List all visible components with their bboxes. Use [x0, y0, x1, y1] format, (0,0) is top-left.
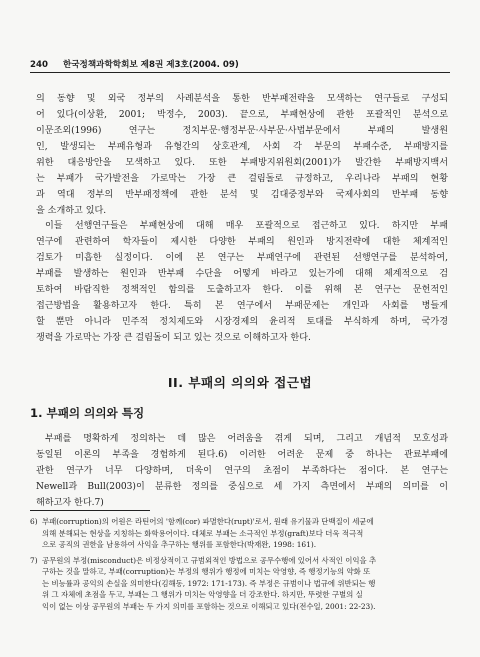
text-line: 검토가 미흡한 실정이다. 이에 본 연구는 부패연구에 관련된 선행연구를 분석하여, — [36, 253, 448, 263]
body-paragraph — [36, 431, 448, 511]
footnote-line: 의해 분해되는 현상을 지칭하는 화학용어이다. 대체로 부패는 소극적인 부정(graft)보다 더욱 적극적 — [42, 528, 364, 538]
text-line: 쟁력을 가로막는 가장 큰 걸림돌이 되고 있는 것으로 이해하고자 한다. — [36, 333, 311, 343]
section-title: II. 부패의 의의와 접근법 — [167, 375, 313, 390]
text-line: 인, 발생되는 부패유형과 유형간의 상호관계, 사회 각 부문의 부패수준, 부패방지를 — [36, 142, 448, 152]
footnote — [30, 516, 450, 551]
page-number: 240 — [30, 60, 48, 70]
text-line: 의 동향 및 외국 정부의 사례분석을 통한 반부패전략을 모색하는 연구들로 구성되 — [36, 94, 448, 104]
body-paragraph — [36, 218, 448, 346]
text-line: 토하여 바람직한 정책적인 함의를 도출하고자 한다. 이를 위해 본 연구는 문헌적인 — [36, 285, 448, 295]
text-line: 부패를 발생하는 원인과 반부패 수단을 어떻게 바라고 있는가에 대해 체계적으로 검 — [36, 269, 448, 279]
footnote-number: 7) — [30, 555, 38, 565]
text-line: 이문조외(1996) 연구는 정치부문·행정부문·사부문·사법부문에서 부패의 발생원 — [36, 126, 448, 136]
footnote-line: 구하는 것을 말하고, 부패(corruption)는 부정의 행위가 행정에 미치는 악영향, 즉 행정기능의 약화 또 — [42, 567, 371, 576]
text-line: 할 뿐만 아니라 민주적 정치제도와 시장경제의 윤리적 토대를 부식하게 하며, 국가경 — [36, 317, 448, 327]
text-line: Newell과 Bull(2003)이 분류한 정의를 중심으로 세 가지 측면에서 부패의 의미를 이 — [36, 482, 448, 492]
body-paragraph — [36, 91, 448, 219]
text-line: 이들 선행연구들은 부패현상에 대해 매우 포괄적으로 접근하고 있다. 하지만 부패 — [45, 221, 448, 231]
text-line: 관한 연구가 너무 다양하며, 더욱이 연구의 초점이 부족하다는 점이다. 본 연구는 — [36, 466, 448, 476]
footnote-number: 6) — [30, 517, 38, 526]
text-line: 는 부패가 국가발전을 가로막는 가장 큰 걸림돌로 규정하고, 우리나라 부패의 현황 — [36, 174, 448, 184]
text-line: 접근방법을 활용하고자 한다. 특히 본 연구에서 부패문제는 개인과 사회를 병들게 — [36, 301, 448, 311]
footnote-line: 부패(corruption)의 어원은 라틴어의 '함께(cor) 파멸한다(rupt)'로서, 원래 유기물과 단백질이 세균에 — [42, 517, 374, 526]
text-line: 을 소개하고 있다. — [36, 206, 107, 216]
header-rule — [30, 72, 450, 73]
footnotes — [30, 516, 450, 616]
footnote-line: 위 그 자체에 초점을 두고, 부패는 그 행위가 미치는 악영향을 더 강조한다. 하지만, 뚜렷한 구별의 실 — [42, 590, 363, 599]
footnote-line: 익이 없는 이상 공무원의 부패는 두 가지 의미를 포함하는 것으로 이해되고 있다(전수일, 2001: 22-23). — [42, 601, 376, 611]
journal-title: 한국정책과학학회보 제8권 제3호(2004. 09) — [62, 60, 239, 70]
text-line: 해하고자 한다.7) — [36, 498, 104, 508]
footnote-line: 는 비능률과 공익의 손실을 의미한다(김해동, 1972: 171-173). 즉 부정은 규범이나 법규에 위반되는 행 — [42, 578, 376, 588]
footnote-rule — [30, 510, 150, 511]
text-line: 위한 대응방안을 모색하고 있다. 또한 부패방지위원회(2001)가 발간한 부패방지백서 — [36, 158, 448, 168]
text-line: 어 있다(이상환, 2001; 박정수, 2003). 끝으로, 부패현상에 관한 포괄적인 분석으로 — [36, 110, 448, 120]
subsection-title: 1. 부패의 의의와 특징 — [30, 406, 145, 420]
footnote-line: 공무원의 부정(misconduct)은 비정상적이고 규범외적인 방법으로 공무수행에 있어서 사적인 이익을 추 — [42, 555, 377, 565]
text-line: 과 역대 정부의 반부패정책에 관한 분석 및 김대중정부와 국제사회의 반부패 동향 — [36, 190, 448, 200]
text-line: 동일된 이론의 부족을 경험하게 된다.6) 이러한 어려운 문제 중 하나는 관료부패에 — [36, 450, 448, 460]
footnote — [30, 555, 450, 613]
footnote-line: 으로 공직의 권한을 남용하여 사익을 추구하는 행위를 포함한다(박재완, 1998: 161). — [42, 540, 317, 549]
running-header — [30, 58, 450, 70]
text-line: 연구에 관련하여 학자들이 제시한 다양한 부패의 원인과 방지전략에 대한 체계적인 — [36, 237, 448, 247]
text-line: 부패를 명확하게 정의하는 데 많은 어려움을 겪게 되며, 그리고 개념적 모호성과 — [45, 434, 448, 444]
